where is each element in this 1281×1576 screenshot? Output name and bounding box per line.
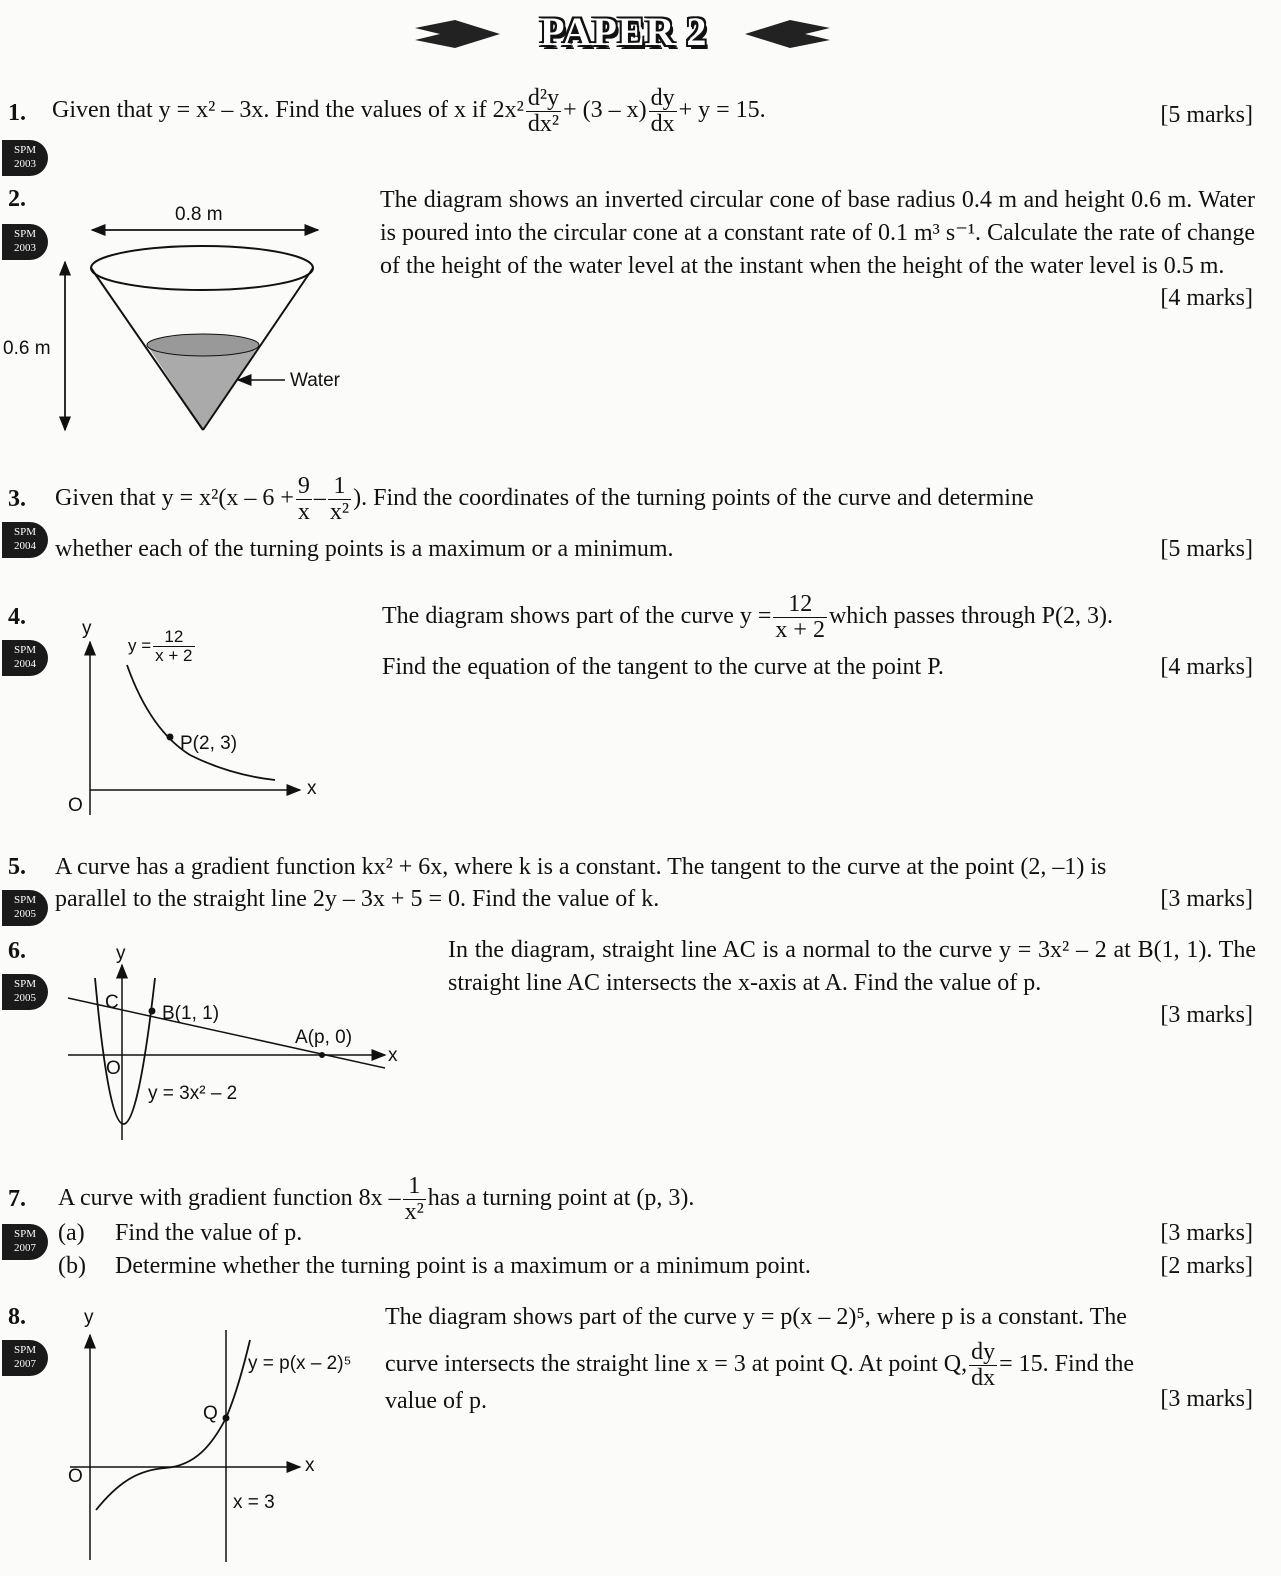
q4-y-axis-label: y: [82, 618, 92, 639]
q5-text-line2: parallel to the straight line 2y – 3x + 5 = 0. Find the value of k.: [55, 886, 660, 912]
q6-x-axis-label: x: [388, 1045, 398, 1066]
q3-text: Given that y = x²(x – 6 + $\frac{9}{x}$ – $\frac{1}{\text{x²}}$ ). Find the coordinates of the turning points of the curve and determine: [55, 473, 1034, 526]
q7b-label: (b): [58, 1253, 86, 1279]
q6-point-c-label: C: [105, 992, 119, 1013]
q7-spm-badge: SPM 2007: [2, 1224, 48, 1260]
q5-marks: [3 marks]: [1160, 886, 1253, 912]
q5-spm-badge: SPM 2005: [2, 890, 48, 926]
q2-spm-badge: SPM 2003: [2, 224, 48, 260]
q8-graph: [0, 0, 400, 1576]
q5-number: 5.: [8, 854, 26, 880]
q2-number: 2.: [8, 186, 26, 212]
q8-marks: [3 marks]: [1160, 1386, 1253, 1412]
q6-marks: [3 marks]: [1160, 1002, 1253, 1028]
q4-origin-label: O: [68, 795, 83, 816]
q1-marks: [5 marks]: [1160, 102, 1253, 128]
q4-spm-badge: SPM 2004: [2, 640, 48, 676]
q6-text: In the diagram, straight line AC is a normal to the curve y = 3x² – 2 at B(1, 1). The straight line AC intersects the x-axis at A. Find the value of p.: [448, 937, 1256, 996]
q6-point-b-label: B(1, 1): [162, 1003, 220, 1024]
page-title: PAPER 2: [540, 9, 708, 54]
q3-spm-badge: SPM 2004: [2, 522, 48, 558]
q5-text: A curve has a gradient function kx² + 6x, where k is a constant. The tangent to the curve at the point (2, –1) is: [55, 854, 1107, 880]
q4-x-axis-label: x: [307, 778, 317, 799]
q4-curve-equation: y = $\frac{12}{x + 2}$: [128, 627, 193, 665]
q4-text: The diagram shows part of the curve y = $\frac{12}{x + 2}$ which passes through P(2, 3).: [382, 591, 1113, 644]
q3-marks: [5 marks]: [1160, 536, 1253, 562]
q8-text-line2: curve intersects the straight line x = 3 at point Q. At point Q, $\frac{dy}{dx}$ = 15. Find the: [385, 1339, 1134, 1392]
q4-marks: [4 marks]: [1160, 654, 1253, 680]
q8-point-q-label: Q: [203, 1403, 218, 1424]
q7a-text: Find the value of p.: [115, 1220, 303, 1246]
q2-text: The diagram shows an inverted circular cone of base radius 0.4 m and height 0.6 m. Water is poured into the circular cone at a constant rate of 0.1 m³ s⁻¹. Calculate the rate of change of the height of the water level at the instant when the height of the water level is 0.5 m.: [380, 187, 1255, 279]
q6-spm-badge: SPM 2005: [2, 974, 48, 1010]
q6-number: 6.: [8, 938, 26, 964]
q3-number: 3.: [8, 486, 26, 512]
q7b-marks: [2 marks]: [1160, 1253, 1253, 1279]
water-label: Water: [290, 370, 340, 391]
q7-number: 7.: [8, 1186, 26, 1212]
q4-number: 4.: [8, 604, 26, 630]
q6-point-a-label: A(p, 0): [295, 1027, 353, 1048]
q6-curve-equation: y = 3x² – 2: [148, 1083, 238, 1104]
q7-text: A curve with gradient function 8x – $\frac{1}{\text{x²}}$ has a turning point at (p, 3).: [58, 1173, 695, 1226]
q8-number: 8.: [8, 1304, 26, 1330]
q8-curve-equation: y = p(x – 2)⁵: [248, 1353, 352, 1374]
q6-origin-label: O: [106, 1058, 121, 1079]
q8-text-line3: value of p.: [385, 1388, 487, 1414]
q1-spm-badge: SPM 2003: [2, 140, 48, 176]
q7a-label: (a): [58, 1220, 85, 1246]
q8-origin-label: O: [68, 1466, 83, 1487]
left-arrow-icon: [415, 20, 500, 48]
q7a-marks: [3 marks]: [1160, 1220, 1253, 1246]
q4-text-line2: Find the equation of the tangent to the curve at the point P.: [382, 654, 944, 680]
q2-marks: [4 marks]: [1160, 285, 1253, 311]
q7b-text: Determine whether the turning point is a maximum or a minimum point.: [115, 1253, 811, 1279]
q8-spm-badge: SPM 2007: [2, 1340, 48, 1376]
q8-text: The diagram shows part of the curve y = p(x – 2)⁵, where p is a constant. The: [385, 1304, 1127, 1330]
q8-x-axis-label: x: [305, 1455, 315, 1476]
cone-height-label: 0.6 m: [3, 338, 51, 359]
q1-number: 1.: [8, 100, 26, 126]
q1-text: Given that y = x² – 3x. Find the values of x if 2x² $\frac{\text{d²y}}{\text{dx²}}$ + (3 – x) $\frac{dy}{dx}$ + y = 15.: [52, 85, 766, 138]
right-arrow-icon: [745, 20, 830, 48]
q8-y-axis-label: y: [84, 1307, 94, 1328]
q3-text-line2: whether each of the turning points is a maximum or a minimum.: [55, 536, 674, 562]
q8-line-label: x = 3: [233, 1492, 275, 1513]
cone-width-label: 0.8 m: [175, 204, 223, 225]
q6-y-axis-label: y: [116, 943, 126, 964]
q4-point-label: P(2, 3): [180, 733, 238, 754]
